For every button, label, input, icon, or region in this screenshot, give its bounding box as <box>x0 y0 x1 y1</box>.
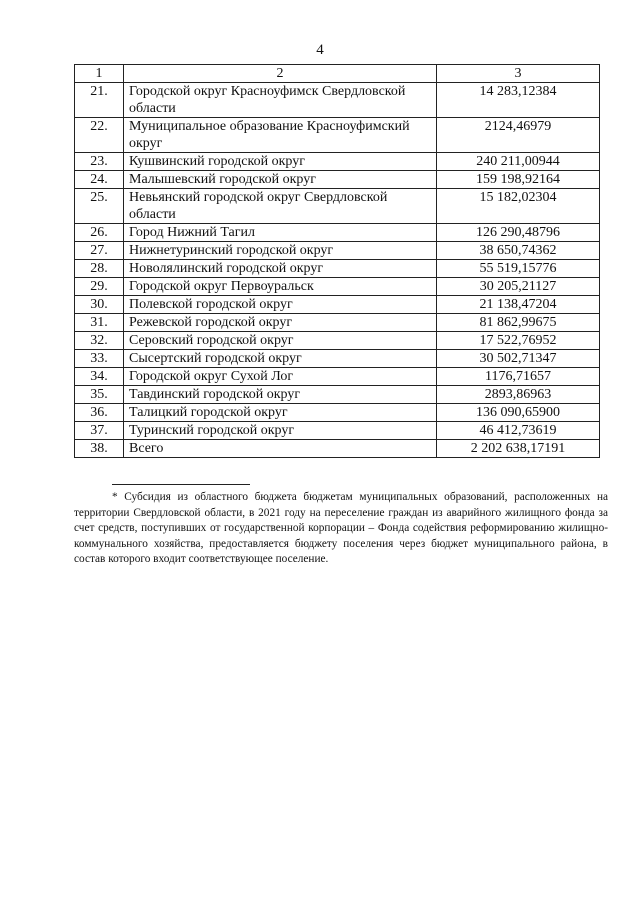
table-row <box>75 171 600 189</box>
subsidy-amount: 2893,86963 <box>437 386 600 404</box>
municipality-name: Городской округ Красноуфимск Свердловской области <box>124 83 437 118</box>
subsidy-amount: 14 283,12384 <box>437 83 600 118</box>
table-row <box>75 386 600 404</box>
subsidy-amount: 240 211,00944 <box>437 153 600 171</box>
row-number: 35. <box>75 386 124 404</box>
municipality-name: Муниципальное образование Красноуфимский округ <box>124 118 437 153</box>
subsidy-table <box>74 64 600 458</box>
table-row <box>75 368 600 386</box>
row-number: 27. <box>75 242 124 260</box>
row-number: 28. <box>75 260 124 278</box>
table-row <box>75 83 600 118</box>
table-row <box>75 224 600 242</box>
municipality-name: Невьянский городской округ Свердловской области <box>124 189 437 224</box>
page-number: 4 <box>316 42 324 58</box>
column-header-3: 3 <box>437 65 600 83</box>
municipality-name: Город Нижний Тагил <box>124 224 437 242</box>
row-number: 34. <box>75 368 124 386</box>
subsidy-amount: 2124,46979 <box>437 118 600 153</box>
row-number: 25. <box>75 189 124 224</box>
subsidy-amount: 136 090,65900 <box>437 404 600 422</box>
municipality-name: Кушвинский городской округ <box>124 153 437 171</box>
table-row <box>75 260 600 278</box>
municipality-name: Тавдинский городской округ <box>124 386 437 404</box>
municipality-name: Новолялинский городской округ <box>124 260 437 278</box>
municipality-name: Туринский городской округ <box>124 422 437 440</box>
row-number: 22. <box>75 118 124 153</box>
row-number: 31. <box>75 314 124 332</box>
table-row <box>75 153 600 171</box>
subsidy-amount: 30 205,21127 <box>437 278 600 296</box>
row-number: 26. <box>75 224 124 242</box>
table-row <box>75 296 600 314</box>
row-number: 32. <box>75 332 124 350</box>
municipality-name: Талицкий городской округ <box>124 404 437 422</box>
table-row <box>75 118 600 153</box>
row-number: 36. <box>75 404 124 422</box>
subsidy-amount: 21 138,47204 <box>437 296 600 314</box>
municipality-name: Полевской городской округ <box>124 296 437 314</box>
subsidy-amount: 15 182,02304 <box>437 189 600 224</box>
subsidy-amount: 159 198,92164 <box>437 171 600 189</box>
table-row <box>75 404 600 422</box>
table-row <box>75 189 600 224</box>
table-row <box>75 422 600 440</box>
table-row <box>75 350 600 368</box>
footnote-divider <box>112 484 250 485</box>
row-number: 29. <box>75 278 124 296</box>
municipality-name: Городской округ Первоуральск <box>124 278 437 296</box>
row-number: 38. <box>75 440 124 458</box>
subsidy-amount: 1176,71657 <box>437 368 600 386</box>
subsidy-amount: 30 502,71347 <box>437 350 600 368</box>
municipality-name: Серовский городской округ <box>124 332 437 350</box>
table-row <box>75 314 600 332</box>
table-row <box>75 440 600 458</box>
municipality-name: Режевской городской округ <box>124 314 437 332</box>
row-number: 37. <box>75 422 124 440</box>
row-number: 33. <box>75 350 124 368</box>
table-body <box>75 83 600 458</box>
municipality-name: Нижнетуринский городской округ <box>124 242 437 260</box>
table-row <box>75 242 600 260</box>
municipality-name: Всего <box>124 440 437 458</box>
subsidy-amount: 126 290,48796 <box>437 224 600 242</box>
subsidy-amount: 55 519,15776 <box>437 260 600 278</box>
municipality-name: Городской округ Сухой Лог <box>124 368 437 386</box>
column-header-1: 1 <box>75 65 124 83</box>
row-number: 30. <box>75 296 124 314</box>
footnote: * Субсидия из областного бюджета бюджетам муниципальных образований, расположенных на территории Свердловской области, в 2021 году на переселение граждан из аварийного жилищного фонда за счет средств, поступивших от государственной корпорации – Фонда содействия реформированию жилищно-коммунального хозяйства, предоставляется бюджету поселения через бюджет муниципального района, в состав которого входит соответствующее поселение. <box>74 491 608 565</box>
subsidy-amount: 46 412,73619 <box>437 422 600 440</box>
subsidy-amount: 17 522,76952 <box>437 332 600 350</box>
table-row <box>75 332 600 350</box>
subsidy-amount: 81 862,99675 <box>437 314 600 332</box>
table-header-row <box>75 65 600 83</box>
table-row <box>75 278 600 296</box>
subsidy-amount: 38 650,74362 <box>437 242 600 260</box>
row-number: 23. <box>75 153 124 171</box>
municipality-name: Малышевский городской округ <box>124 171 437 189</box>
subsidy-amount: 2 202 638,17191 <box>437 440 600 458</box>
row-number: 21. <box>75 83 124 118</box>
column-header-2: 2 <box>124 65 437 83</box>
municipality-name: Сысертский городской округ <box>124 350 437 368</box>
row-number: 24. <box>75 171 124 189</box>
